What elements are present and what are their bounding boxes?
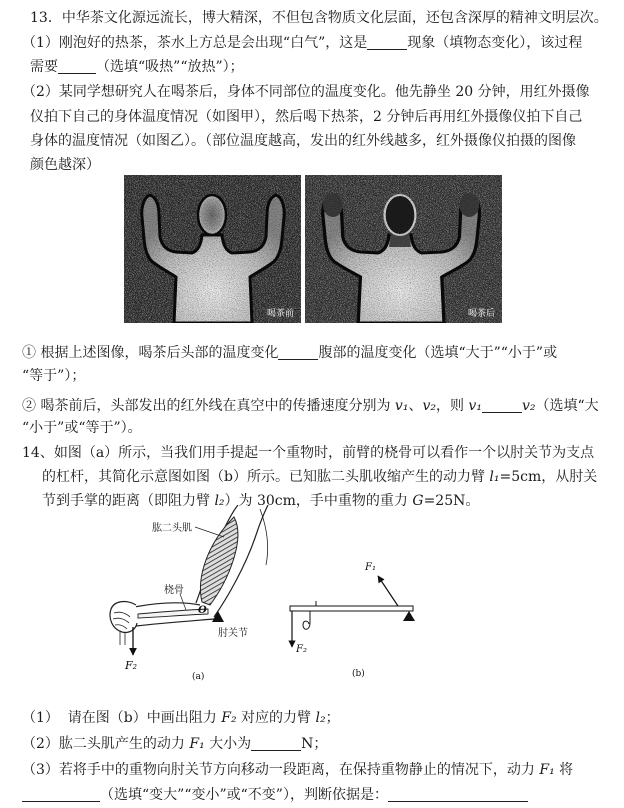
figure-b-caption: (b) [352,669,365,679]
text-segment: 腹部的温度变化（选填“大于”“小于”或 [318,345,558,361]
variable: G [412,493,424,509]
forearm-outline [134,603,200,607]
q13-part2-line: 身体的温度情况（如图乙）。（部位温度越高，发出的红外线越多，红外摄像仪拍摄的图像 [30,133,576,149]
text-segment: （2）肱二头肌产生的动力 [22,736,190,752]
text-segment: （1） 请在图（b）中画出阻力 [22,710,222,726]
pivot-o-label: O [198,605,207,616]
answer-blank [388,787,528,802]
elbow-label: 肘关节 [218,628,248,639]
variable: F₁ [539,762,555,778]
photo-before-tea [124,175,301,323]
q13-part1-line2 [30,58,244,76]
answer-blank [367,35,407,50]
text-segment: （选填“变大”“变小”或“不变”），判断依据是： [100,787,388,803]
variable: v₂ [422,398,436,414]
leader-line [180,594,186,610]
text-segment: 的杠杆，其简化示意图如图（b）所示。已知肱二头肌收缩产生的动力臂 [42,469,490,485]
f1-arrow [378,576,398,606]
q14-stem-line1: 14、如图（a）所示，当我们用手提起一个重物时，前臂的桡骨可以看作一个以肘关节为支点 [22,445,595,461]
figure-b-lever [285,555,425,683]
answer-blank [58,59,96,74]
q13-part2-line: 颜色越深） [30,157,100,173]
f1-label: F₁ [365,562,376,573]
figure-a-arm [100,505,285,685]
text-segment: （选填“大 [535,398,599,414]
q13-part1-line1 [22,34,582,52]
biceps-muscle [200,517,237,605]
variable: l₁ [489,469,500,485]
variable: v₂ [521,398,536,414]
figure-a-caption: (a) [192,672,205,682]
text-segment: =25N。 [423,493,480,509]
variable: l₂ [214,493,225,509]
text-segment: ，则 [435,398,469,414]
text-segment: N； [301,736,328,752]
q13-item1-line1 [22,344,557,362]
variable: F₂ [221,710,237,726]
text-segment: （1）刚泡好的热茶，茶水上方总是会出现“白气”，这是 [22,35,368,51]
answer-blank [22,787,100,802]
text-segment: 将 [554,762,574,778]
text-segment: ① 根据上述图像，喝茶后头部的温度变化 [22,345,279,361]
f2-label: F₂ [296,644,307,655]
q14-sub2 [22,735,327,753]
variable: v₁ [468,398,482,414]
q13-part2-line: 仪拍下自己的身体温度情况（如图甲），然后喝下热茶，2 分钟后再用红外摄像仪拍下自己 [30,109,583,125]
variable: F₁ [189,736,205,752]
text-segment: ； [325,710,340,726]
lever-bar [290,606,413,611]
q13-stem: 13．中华茶文化源远流长，博大精深，不但包含物质文化层面，还包含深厚的精神文明层次。 [30,10,608,26]
text-segment: 、 [408,398,423,414]
text-segment: 大小为 [204,736,252,752]
weight-hook [303,611,310,629]
q13-part2-line: （2）某同学想研究人在喝茶后，身体不同部位的温度变化。他先静坐 20 分钟，用红外摄像 [22,84,590,100]
text-segment: 现象（填物态变化），该过程 [407,35,583,51]
answer-blank [482,398,522,413]
photo-after-tea [305,175,502,323]
weight-string [120,631,125,645]
after-tea-label: 喝茶后 [467,309,495,319]
biceps-label: 肱二头肌 [152,523,192,534]
q14-sub3-line2 [22,786,528,804]
text-segment: ② 喝茶前后，头部发出的红外线在真空中的传播速度分别为 [22,398,395,414]
text-segment: ）为 30cm，手中重物的重力 [224,493,413,509]
forearm-outline [136,619,214,626]
radius-label: 桡骨 [164,585,184,596]
text-segment: 需要 [30,59,58,75]
variable: v₁ [394,398,409,414]
text-segment: 对应的力臂 [236,710,316,726]
answer-blank [278,345,318,360]
q14-sub1 [22,709,340,727]
text-segment: （选填“吸热”“放热”）； [96,59,244,75]
pivot-triangle [403,611,415,621]
text-segment: 节到手掌的距离（即阻力臂 [42,493,215,509]
infrared-photos [124,175,502,323]
leader-line [195,527,224,537]
q13-item2-line1 [22,397,599,415]
q13-item2-line2: “小于”或“等于”）。 [22,420,142,436]
text-segment: （3）若将手中的重物向肘关节方向移动一段距离，在保持重物静止的情况下，动力 [22,762,540,778]
before-tea-label: 喝茶前 [266,309,294,319]
answer-blank [251,736,301,751]
f2-label: F₂ [125,659,138,672]
text-segment: =5cm，从肘关 [499,469,598,485]
q13-item1-line2: “等于”）； [22,368,86,384]
variable: l₂ [315,710,326,726]
q14-sub3-line1 [22,761,573,779]
q14-stem-line2 [42,468,597,486]
